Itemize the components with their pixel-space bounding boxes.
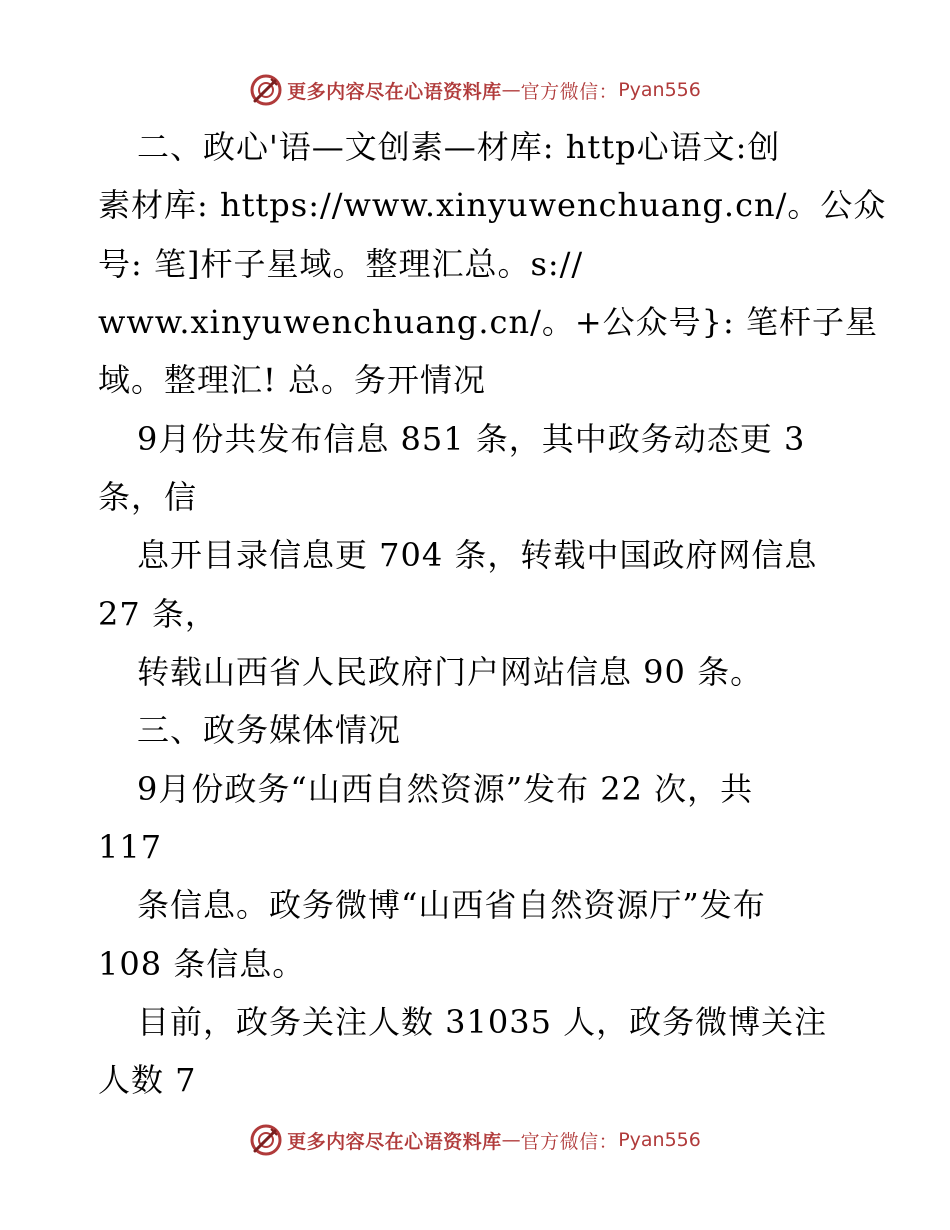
- text-line: 二、政心'语—文创素—材库: http心语文:创: [137, 128, 781, 166]
- banner-separator: —: [501, 1129, 521, 1151]
- section-heading: 三、政务媒体情况: [137, 711, 402, 749]
- text-line: 9月份共发布信息 851 条，其中政务动态更 3: [137, 420, 806, 458]
- text-line: 条信息。政务微博“山西省自然资源厅”发布: [137, 886, 766, 924]
- banner-wechat-id: Pyan556: [618, 1129, 701, 1151]
- text-line: 117: [98, 828, 163, 866]
- text-line: 9月份政务“山西自然资源”发布 22 次，共: [137, 770, 754, 808]
- text-line: 素材库: https://www.xinyuwenchuang.cn/。公众: [98, 186, 887, 224]
- text-line: 域。整理汇! 总。务开情况: [98, 361, 487, 399]
- banner-title: 更多内容尽在心语资料库: [287, 80, 502, 103]
- banner-title: 更多内容尽在心语资料库: [287, 1130, 502, 1153]
- banner-separator: —: [501, 79, 521, 101]
- banner-wechat-id: Pyan556: [618, 79, 701, 101]
- text-line: www.xinyuwenchuang.cn/。+公众号}: 笔杆子星: [98, 303, 878, 341]
- brand-logo-icon: [249, 1123, 283, 1157]
- text-line: 息开目录信息更 704 条，转载中国政府网信息: [137, 536, 818, 574]
- text-line: 27 条，: [98, 595, 218, 633]
- header-banner: [0, 70, 950, 110]
- text-line: 条，信: [98, 478, 198, 516]
- brand-logo-icon: [249, 73, 283, 107]
- banner-wechat-label: 官方微信：: [520, 80, 619, 103]
- footer-banner: [0, 1120, 950, 1160]
- text-line: 转载山西省人民政府门户网站信息 90 条。: [137, 653, 764, 691]
- text-line: 号: 笔]杆子星域。整理汇总。s://: [98, 245, 584, 283]
- text-line: 108 条信息。: [98, 945, 306, 983]
- text-line: 目前，政务关注人数 31035 人，政务微博关注: [137, 1003, 828, 1041]
- text-line: 人数 7: [98, 1061, 197, 1099]
- banner-wechat-label: 官方微信：: [520, 1130, 619, 1153]
